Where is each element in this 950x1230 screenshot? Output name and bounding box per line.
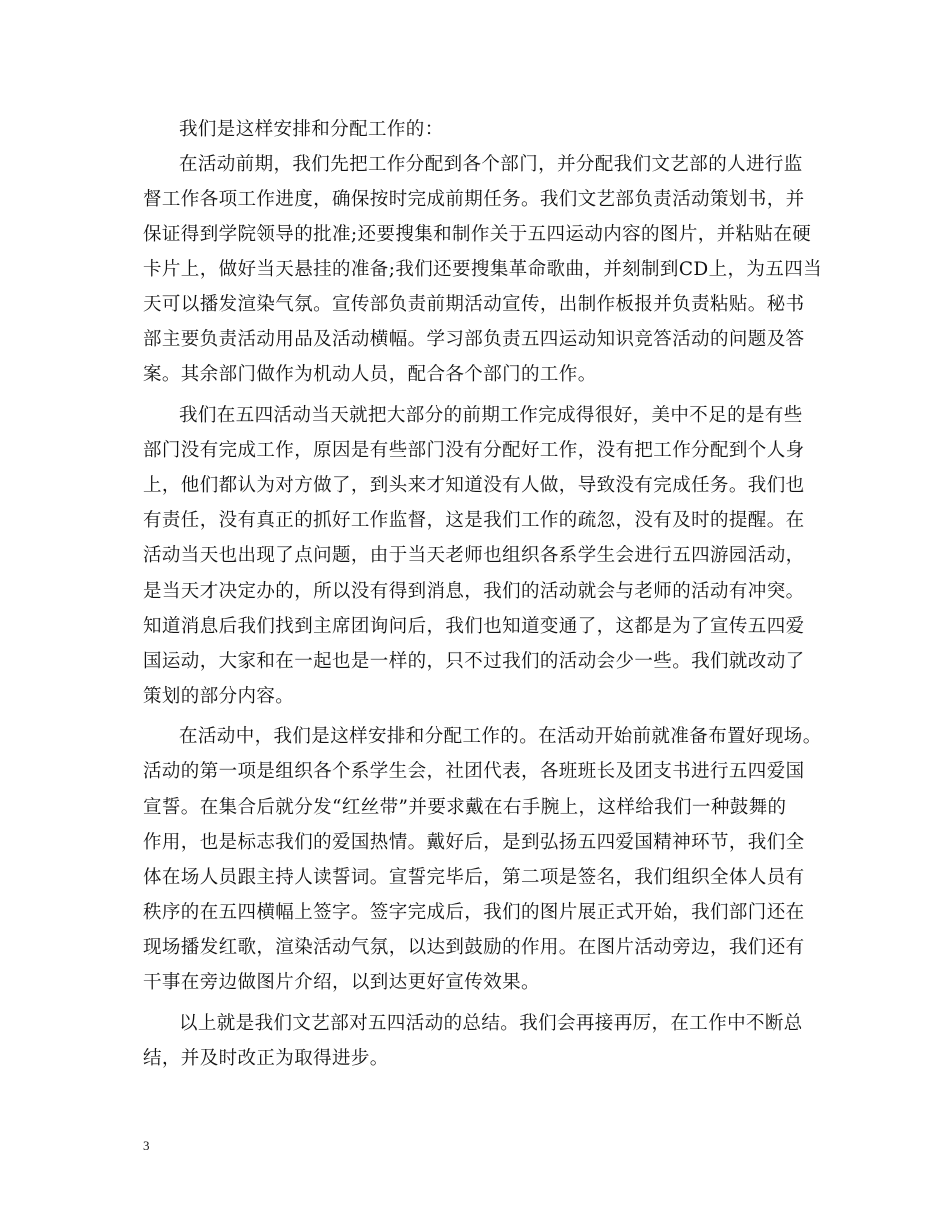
paragraph-line: 在活动前期，我们先把工作分配到各个部门，并分配我们文艺部的人进行监 bbox=[179, 154, 803, 175]
paragraph-line: 活动当天也出现了点问题，由于当天老师也组织各系学生会进行五四游园活动， bbox=[143, 545, 805, 566]
paragraph-line: 部主要负责活动用品及活动横幅。学习部负责五四运动知识竞答活动的问题及答 bbox=[143, 329, 805, 350]
paragraph-line: 有责任，没有真正的抓好工作监督，这是我们工作的疏忽，没有及时的提醒。在 bbox=[143, 510, 805, 531]
page-number: 3 bbox=[143, 1138, 150, 1153]
paragraph-line: 知道消息后我们找到主席团询问后，我们也知道变通了，这都是为了宣传五四爱 bbox=[143, 616, 805, 637]
paragraph-line: 天可以播发渲染气氛。宣传部负责前期活动宣传，出制作板报并负责粘贴。秘书 bbox=[143, 294, 805, 315]
paragraph-line: 卡片上，做好当天悬挂的准备;我们还要搜集革命歌曲，并刻制到CD上，为五四当 bbox=[143, 259, 823, 280]
paragraph-line: 我们在五四活动当天就把大部分的前期工作完成得很好，美中不足的是有些 bbox=[179, 405, 803, 426]
paragraph-line: 上，他们都认为对方做了，到头来才知道没有人做，导致没有完成任务。我们也 bbox=[143, 475, 805, 496]
paragraph-line: 在活动中，我们是这样安排和分配工作的。在活动开始前就准备布置好现场。 bbox=[179, 726, 822, 747]
paragraph-line: 作用，也是标志我们的爱国热情。戴好后，是到弘扬五四爱国精神环节，我们全 bbox=[143, 832, 805, 853]
paragraph-line: 宣誓。在集合后就分发“红丝带”并要求戴在右手腕上，这样给我们一种鼓舞的 bbox=[143, 797, 787, 818]
paragraph-line: 体在场人员跟主持人读誓词。宣誓完毕后，第二项是签名，我们组织全体人员有 bbox=[143, 867, 805, 888]
paragraph-line: 国运动，大家和在一起也是一样的，只不过我们的活动会少一些。我们就改动了 bbox=[143, 651, 805, 672]
paragraph-line: 以上就是我们文艺部对五四活动的总结。我们会再接再厉，在工作中不断总 bbox=[179, 1013, 803, 1034]
paragraph-line: 部门没有完成工作，原因是有些部门没有分配好工作，没有把工作分配到个人身 bbox=[143, 440, 805, 461]
paragraph-line: 秩序的在五四横幅上签字。签字完成后，我们的图片展正式开始，我们部门还在 bbox=[143, 902, 805, 923]
paragraph-line: 保证得到学院领导的批准;还要搜集和制作关于五四运动内容的图片，并粘贴在硬 bbox=[143, 224, 812, 245]
paragraph-line: 督工作各项工作进度，确保按时完成前期任务。我们文艺部负责活动策划书，并 bbox=[143, 189, 805, 210]
paragraph-line: 活动的第一项是组织各个系学生会，社团代表，各班班长及团支书进行五四爱国 bbox=[143, 761, 805, 782]
paragraph-line: 我们是这样安排和分配工作的： bbox=[179, 119, 444, 140]
paragraph-line: 案。其余部门做作为机动人员，配合各个部门的工作。 bbox=[143, 364, 597, 385]
paragraph-line: 策划的部分内容。 bbox=[143, 686, 295, 707]
paragraph-line: 是当天才决定办的，所以没有得到消息，我们的活动就会与老师的活动有冲突。 bbox=[143, 581, 805, 602]
paragraph-line: 结，并及时改正为取得进步。 bbox=[143, 1048, 389, 1069]
paragraph-line: 现场播发红歌，渲染活动气氛，以达到鼓励的作用。在图片活动旁边，我们还有 bbox=[143, 937, 805, 958]
paragraph-line: 干事在旁边做图片介绍，以到达更好宣传效果。 bbox=[143, 972, 540, 993]
